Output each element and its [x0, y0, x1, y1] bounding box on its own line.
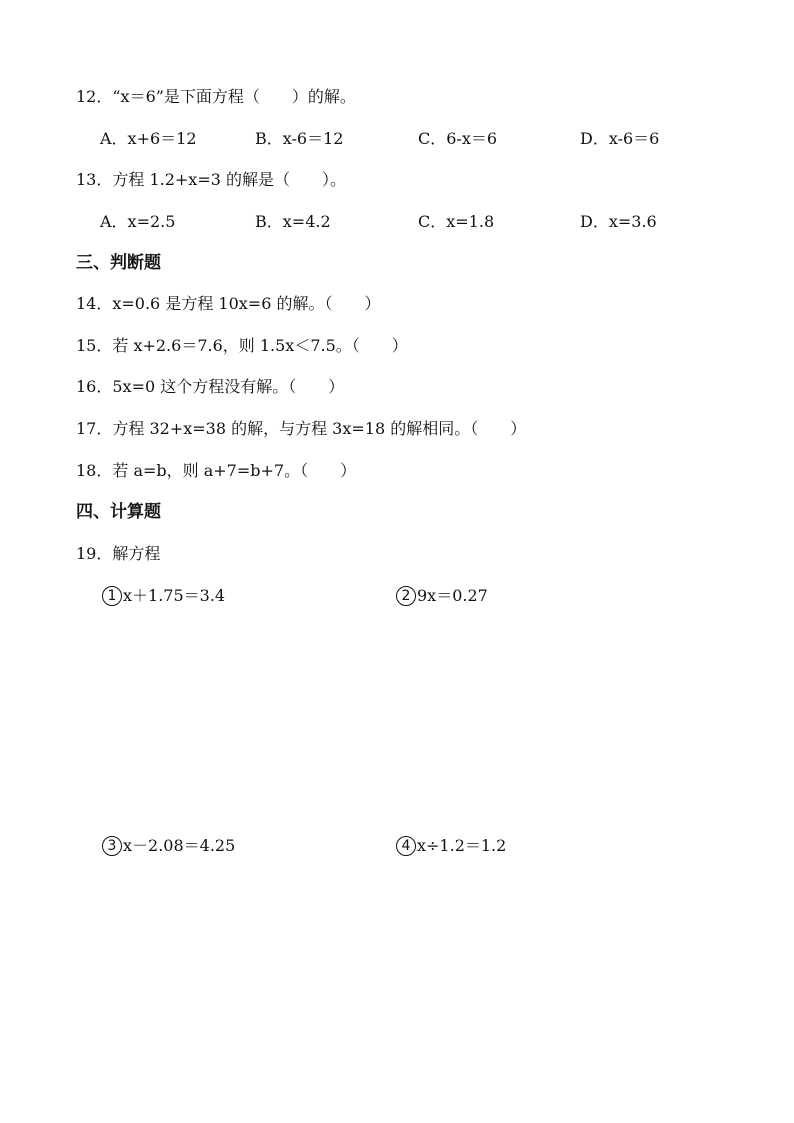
- question-19-stem: 19．解方程: [76, 544, 161, 563]
- circled-number-3-icon: 3: [102, 836, 122, 856]
- equation-2: [396, 585, 488, 607]
- equation-3: [102, 835, 235, 857]
- circled-number-2-icon: 2: [396, 586, 416, 606]
- question-18: 18．若 a=b，则 a+7=b+7。（ ）: [76, 461, 357, 480]
- question-16: 16．5x=0 这个方程没有解。（ ）: [76, 377, 345, 396]
- equation-1: [102, 585, 225, 607]
- equation-3-text: x－2.08＝4.25: [123, 836, 236, 855]
- equation-4: [396, 835, 506, 857]
- question-17: 17．方程 32+x=38 的解，与方程 3x=18 的解相同。（ ）: [76, 419, 527, 438]
- question-13-option-b[interactable]: B．x=4.2: [255, 212, 331, 231]
- circled-number-1-icon: 1: [102, 586, 122, 606]
- section-3-title: 三、判断题: [76, 253, 161, 273]
- equation-2-text: 9x＝0.27: [417, 586, 488, 605]
- section-4-title: 四、计算题: [76, 502, 161, 522]
- question-13-stem: 13．方程 1.2+x=3 的解是（ ）。: [76, 170, 346, 189]
- question-14: 14．x=0.6 是方程 10x=6 的解。（ ）: [76, 294, 381, 313]
- question-13-option-a[interactable]: A．x=2.5: [100, 212, 176, 231]
- question-12-option-c[interactable]: C．6-x＝6: [418, 129, 498, 148]
- equation-4-text: x÷1.2＝1.2: [417, 836, 507, 855]
- question-13-option-c[interactable]: C．x=1.8: [418, 212, 495, 231]
- equation-1-text: x＋1.75＝3.4: [123, 586, 226, 605]
- circled-number-4-icon: 4: [396, 836, 416, 856]
- question-12-option-a[interactable]: A．x+6＝12: [100, 129, 197, 148]
- question-15: 15．若 x+2.6＝7.6，则 1.5x＜7.5。（ ）: [76, 336, 408, 355]
- question-12-stem: 12．“x＝6”是下面方程（ ）的解。: [76, 87, 356, 106]
- question-13-option-d[interactable]: D．x=3.6: [580, 212, 657, 231]
- question-12-option-b[interactable]: B．x-6＝12: [255, 129, 344, 148]
- question-12-option-d[interactable]: D．x-6＝6: [580, 129, 660, 148]
